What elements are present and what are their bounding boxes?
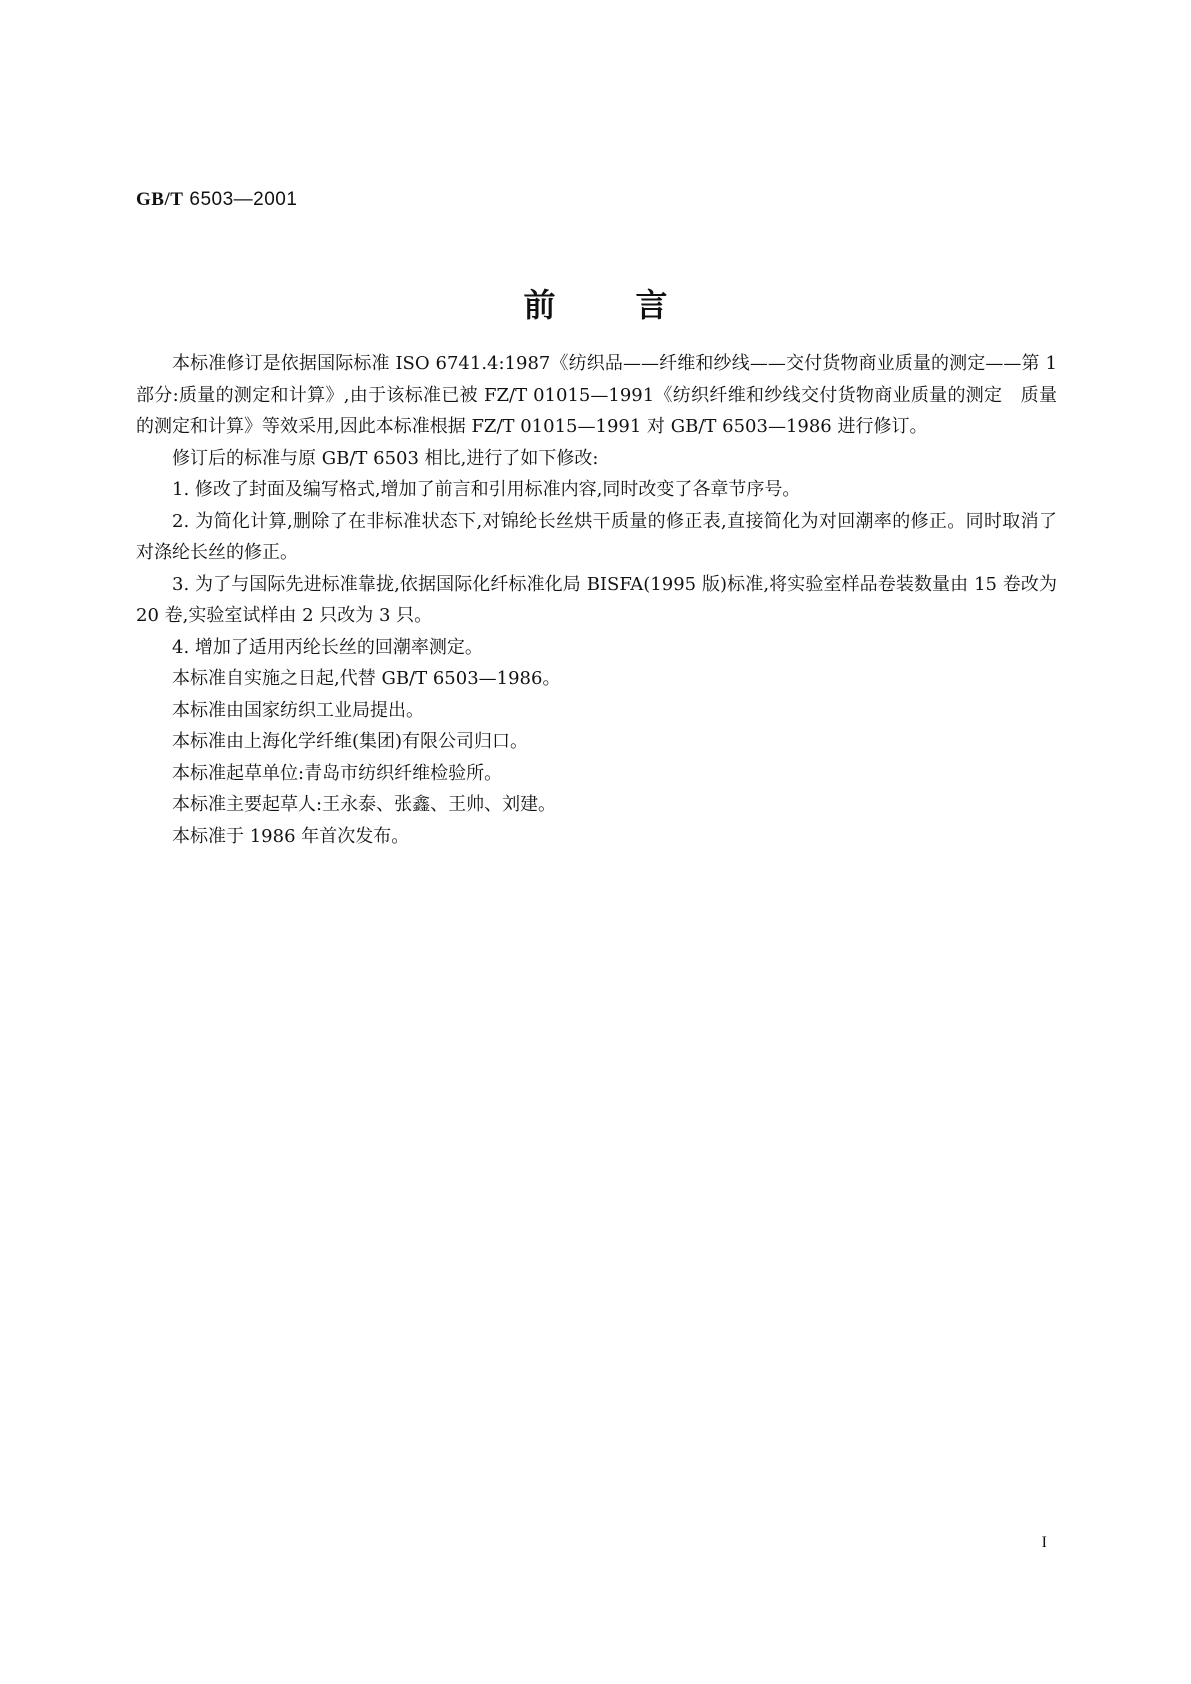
paragraph-supersedes: 本标准自实施之日起,代替 GB/T 6503—1986。 xyxy=(172,668,561,689)
paragraph-change-2: 2. 为简化计算,删除了在非标准状态下,对锦纶长丝烘干质量的修正表,直接简化为对回潮率的修正。同时取消了对涤纶长丝的修正。 xyxy=(136,510,1057,563)
foreword-body xyxy=(136,348,1057,852)
page-number: I xyxy=(1041,1534,1047,1551)
paragraph-first-issued: 本标准于 1986 年首次发布。 xyxy=(172,825,410,847)
paragraph-proposed-by: 本标准由国家纺织工业局提出。 xyxy=(172,699,424,721)
paragraph-change-4: 4. 增加了适用丙纶长丝的回潮率测定。 xyxy=(172,636,483,658)
standard-code-prefix: GB/T xyxy=(136,189,184,210)
paragraph-change-3: 3. 为了与国际先进标准靠拢,依据国际化纤标准化局 BISFA(1995 版)标准,将实验室样品卷装数量由 15 卷改为 20 卷,实验室试样由 2 只改为 3 只。 xyxy=(136,573,1057,626)
paragraph-drafters: 本标准主要起草人:王永泰、张鑫、王帅、刘建。 xyxy=(172,794,557,815)
paragraph-revision-basis: 本标准修订是依据国际标准 ISO 6741.4:1987《纺织品——纤维和纱线——交付货物商业质量的测定——第 1 部分:质量的测定和计算》,由于该标准已被 FZ/T 01015—1991《纺织纤维和纱线交付货物商业质量的测定 质量的测定和计算》等效采用,因此本标准根据 FZ/T 01015—1991 对 GB/T 6503—1986 进行修订。 xyxy=(136,353,1057,437)
paragraph-centralized-by: 本标准由上海化学纤维(集团)有限公司归口。 xyxy=(172,731,529,752)
standard-code-number: 6503—2001 xyxy=(189,189,298,210)
paragraph-changes-intro: 修订后的标准与原 GB/T 6503 相比,进行了如下修改: xyxy=(172,447,599,469)
paragraph-drafting-unit: 本标准起草单位:青岛市纺织纤维检验所。 xyxy=(172,762,503,784)
paragraph-change-1: 1. 修改了封面及编写格式,增加了前言和引用标准内容,同时改变了各章节序号。 xyxy=(172,479,801,500)
page-title: 前言 xyxy=(523,286,748,324)
standard-code xyxy=(136,188,297,211)
